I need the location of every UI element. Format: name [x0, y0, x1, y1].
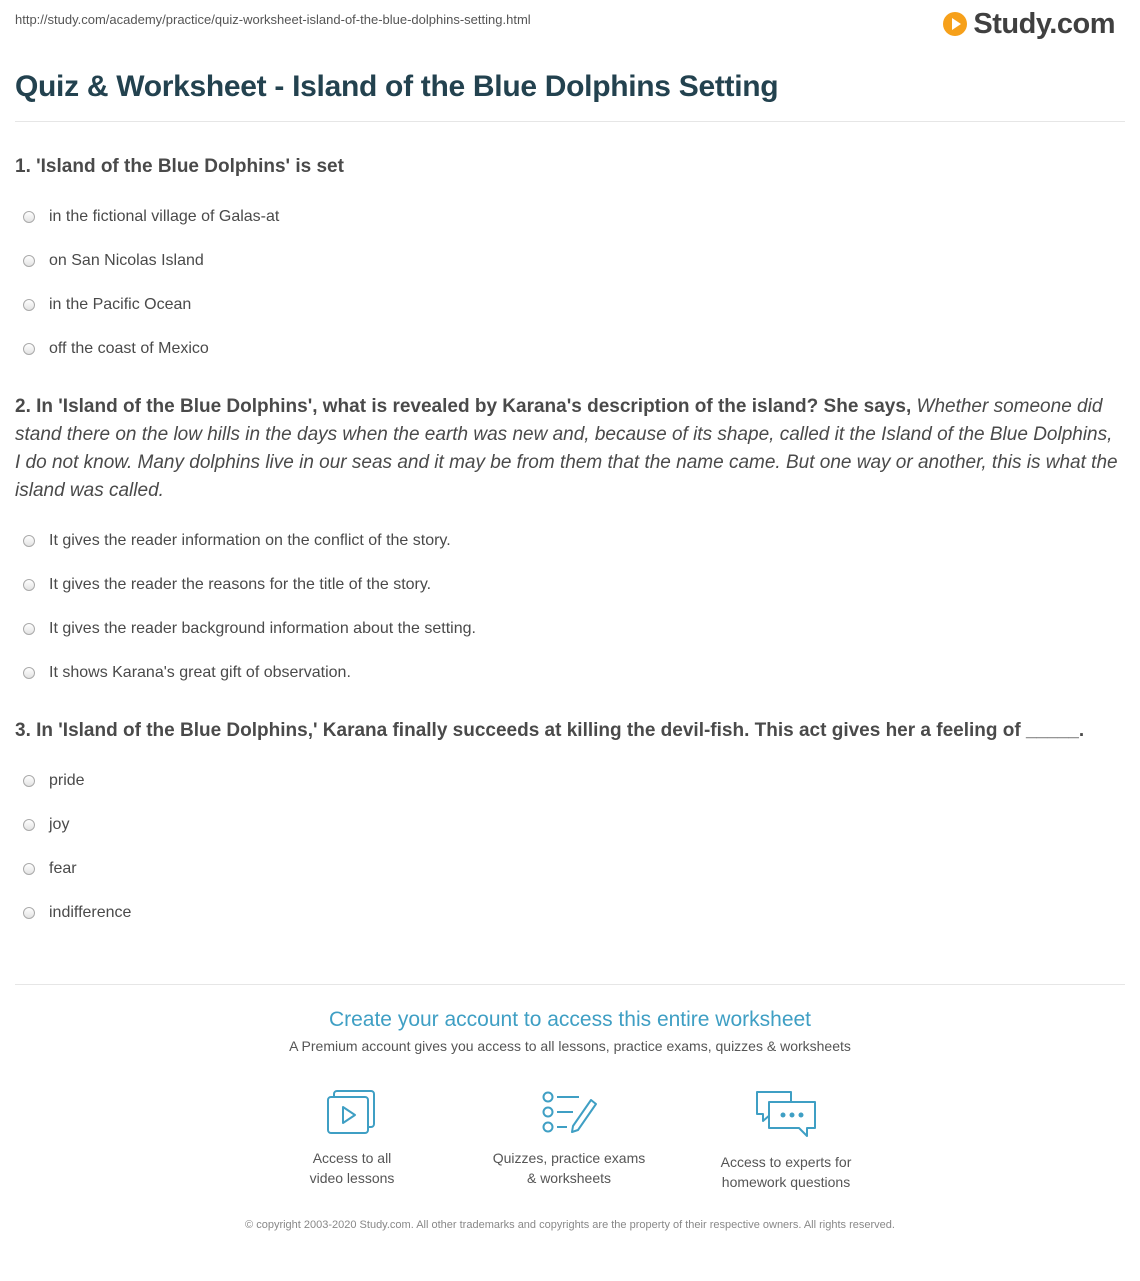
question-3	[15, 717, 1122, 935]
question-text: 1. 'Island of the Blue Dolphins' is set	[15, 156, 344, 177]
choice-label: in the fictional village of Galas-at	[49, 208, 280, 225]
study-com-logo[interactable]	[943, 4, 1115, 44]
answer-choice[interactable]	[15, 651, 1122, 695]
premium-description: A Premium account gives you access to all lessons, practice exams, quizzes & worksheets	[289, 1038, 851, 1054]
answer-choice[interactable]	[15, 283, 1122, 327]
radio-button[interactable]	[23, 907, 35, 919]
feature-quizzes	[469, 1088, 669, 1188]
radio-button[interactable]	[23, 535, 35, 547]
question-2	[15, 393, 1122, 695]
feature-label: Access to experts for homework questions	[720, 1154, 852, 1190]
chat-bubbles-icon	[753, 1088, 819, 1140]
answer-choice[interactable]	[15, 803, 1122, 847]
page-url: http://study.com/academy/practice/quiz-worksheet-island-of-the-blue-dolphins-setting.html	[15, 12, 531, 27]
choice-label: on San Nicolas Island	[49, 252, 204, 269]
answer-choice[interactable]	[15, 891, 1122, 935]
video-lessons-icon	[324, 1088, 380, 1136]
choice-label: It gives the reader information on the conflict of the story.	[49, 532, 451, 549]
feature-video-lessons	[252, 1088, 452, 1188]
answer-choice[interactable]	[15, 847, 1122, 891]
choice-label: It gives the reader the reasons for the title of the story.	[49, 576, 432, 593]
choice-label: off the coast of Mexico	[49, 340, 209, 357]
radio-button[interactable]	[23, 623, 35, 635]
answer-choices	[15, 519, 1122, 695]
answer-choice[interactable]	[15, 195, 1122, 239]
choice-label: It shows Karana's great gift of observation.	[49, 664, 351, 681]
radio-button[interactable]	[23, 211, 35, 223]
choice-label: in the Pacific Ocean	[49, 296, 192, 313]
choice-label: fear	[49, 860, 77, 877]
choice-label: indifference	[49, 904, 132, 921]
answer-choice[interactable]	[15, 519, 1122, 563]
radio-button[interactable]	[23, 299, 35, 311]
question-1	[15, 153, 1122, 371]
header-divider	[15, 121, 1125, 122]
answer-choice[interactable]	[15, 327, 1122, 371]
radio-button[interactable]	[23, 775, 35, 787]
feature-label: Access to all video lessons	[309, 1150, 395, 1186]
copyright-notice: © copyright 2003-2020 Study.com. All other trademarks and copyrights are the property of their respective owners. All rights reserved.	[245, 1219, 895, 1231]
footer-divider	[15, 984, 1125, 985]
question-quote: Whether someone did stand there on the low hills in the days when the earth was new and, because of its shape, called it the Island of the Blue Dolphins, I do not know. Many dolphins live in our seas and it may be from them that the name came. But one way or another, this is what the island was called.	[15, 396, 1118, 501]
answer-choice[interactable]	[15, 563, 1122, 607]
create-account-link[interactable]: Create your account to access this entire worksheet	[328, 1008, 812, 1031]
radio-button[interactable]	[23, 863, 35, 875]
quiz-checklist-icon	[539, 1088, 599, 1136]
page-title: Quiz & Worksheet - Island of the Blue Dolphins Setting	[15, 70, 779, 103]
choice-label: pride	[49, 772, 85, 789]
answer-choice[interactable]	[15, 607, 1122, 651]
feature-label: Quizzes, practice exams & worksheets	[492, 1150, 646, 1186]
feature-experts	[686, 1088, 886, 1192]
answer-choices	[15, 195, 1122, 371]
radio-button[interactable]	[23, 667, 35, 679]
answer-choices	[15, 759, 1122, 935]
radio-button[interactable]	[23, 343, 35, 355]
answer-choice[interactable]	[15, 239, 1122, 283]
play-circle-icon	[943, 12, 967, 36]
radio-button[interactable]	[23, 579, 35, 591]
choice-label: joy	[49, 816, 70, 833]
choice-label: It gives the reader background information about the setting.	[49, 620, 476, 637]
radio-button[interactable]	[23, 255, 35, 267]
logo-text: Study.com	[973, 7, 1115, 40]
question-text: 2. In 'Island of the Blue Dolphins', what is revealed by Karana's description of the island? She says, Whether someone did stand there on the low hills in the days when the earth was new and, because of its shape, called it the Island of the Blue Dolphins, I do not know. Many dolphins live in our seas and it may be from them that the name came. But one way or another, this is what the island was called.	[15, 396, 1118, 501]
question-text: 3. In 'Island of the Blue Dolphins,' Karana finally succeeds at killing the devil-fish. This act gives her a feeling of _____.	[15, 720, 1085, 741]
answer-choice[interactable]	[15, 759, 1122, 803]
radio-button[interactable]	[23, 819, 35, 831]
